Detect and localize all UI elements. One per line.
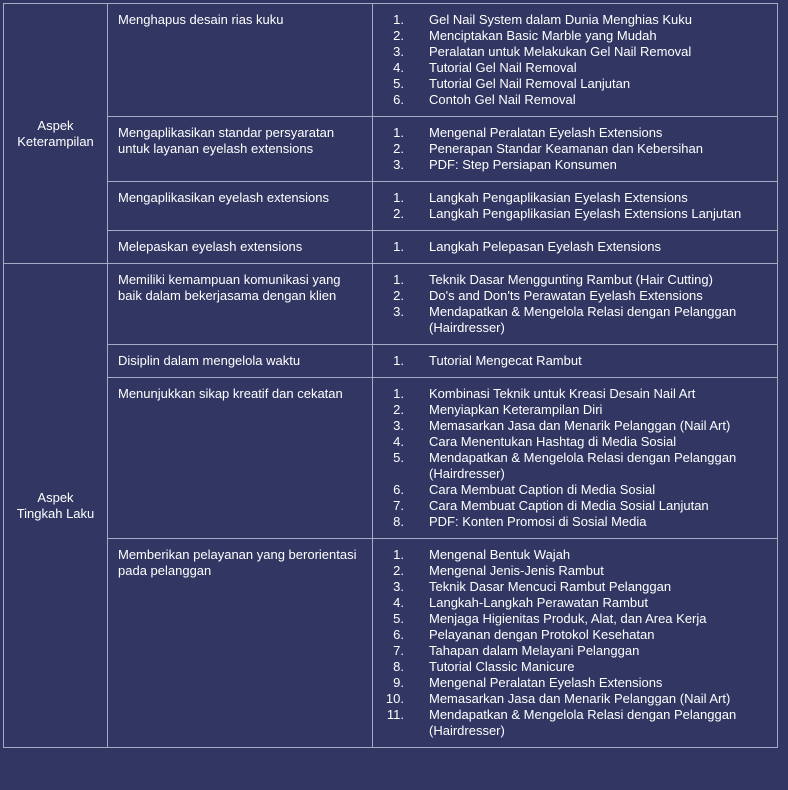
- list-item-number: 4.: [393, 434, 404, 449]
- list-item: [373, 76, 769, 92]
- list-item: [373, 141, 769, 157]
- material-title: Do's and Don'ts Perawatan Eyelash Extensions: [429, 288, 703, 303]
- material-title: Mendapatkan & Mengelola Relasi dengan Pelanggan (Hairdresser): [429, 304, 737, 335]
- list-item-number: 2.: [393, 563, 404, 578]
- materials-cell: [373, 231, 778, 264]
- table-row: [4, 231, 778, 264]
- table-row: [4, 345, 778, 378]
- list-item-number: 1.: [393, 353, 404, 368]
- materials-list: [373, 12, 769, 108]
- list-item: [373, 288, 769, 304]
- material-title: Tutorial Gel Nail Removal: [429, 60, 577, 75]
- list-item-number: 8.: [393, 659, 404, 674]
- material-title: Langkah-Langkah Perawatan Rambut: [429, 595, 648, 610]
- list-item: [373, 595, 769, 611]
- list-item: [373, 60, 769, 76]
- competency-cell: [108, 539, 373, 748]
- materials-list: [373, 272, 769, 336]
- aspect-label: Tingkah Laku: [16, 505, 95, 521]
- list-item: [373, 547, 769, 563]
- competency-cell: [108, 345, 373, 378]
- list-item: [373, 28, 769, 44]
- materials-cell: [373, 378, 778, 539]
- competency-cell: [108, 182, 373, 231]
- list-item-number: 1.: [393, 12, 404, 27]
- competency-text: Menghapus desain rias kuku: [118, 12, 284, 27]
- table-row: [4, 117, 778, 182]
- materials-list: [373, 353, 769, 369]
- list-item-number: 1.: [393, 272, 404, 287]
- list-item: [373, 157, 769, 173]
- curriculum-table-body: [4, 4, 778, 748]
- list-item-number: 10.: [385, 691, 404, 706]
- aspect-label: Aspek: [37, 117, 74, 133]
- list-item-number: 1.: [393, 190, 404, 205]
- aspect-cell: [4, 4, 108, 264]
- competency-text: Memberikan pelayanan yang berorientasi pada pelanggan: [118, 547, 357, 578]
- list-item-number: 3.: [393, 157, 404, 172]
- list-item-number: 1.: [393, 547, 404, 562]
- list-item-number: 11.: [386, 707, 404, 722]
- list-item: [373, 386, 769, 402]
- list-item-number: 6.: [393, 482, 404, 497]
- list-item: [373, 482, 769, 498]
- materials-cell: [373, 539, 778, 748]
- list-item: [373, 92, 769, 108]
- list-item-number: 4.: [393, 60, 404, 75]
- material-title: Mengenal Jenis-Jenis Rambut: [429, 563, 604, 578]
- competency-text: Mengaplikasikan eyelash extensions: [118, 190, 330, 205]
- list-item-number: 5.: [393, 76, 404, 91]
- list-item: [373, 659, 769, 675]
- competency-text: Melepaskan eyelash extensions: [118, 239, 303, 254]
- materials-list: [373, 239, 769, 255]
- list-item: [373, 402, 769, 418]
- material-title: Memasarkan Jasa dan Menarik Pelanggan (Nail Art): [429, 691, 731, 706]
- list-item: [373, 44, 769, 60]
- material-title: Tutorial Classic Manicure: [429, 659, 575, 674]
- competency-text: Menunjukkan sikap kreatif dan cekatan: [118, 386, 343, 401]
- material-title: Kombinasi Teknik untuk Kreasi Desain Nail Art: [429, 386, 696, 401]
- materials-list: [373, 386, 769, 530]
- aspect-label: Keterampilan: [17, 133, 94, 149]
- list-item-number: 3.: [393, 44, 404, 59]
- list-item: [373, 691, 769, 707]
- material-title: Tutorial Gel Nail Removal Lanjutan: [429, 76, 631, 91]
- material-title: Mengenal Bentuk Wajah: [429, 547, 571, 562]
- list-item-number: 3.: [393, 418, 404, 433]
- materials-cell: [373, 4, 778, 117]
- list-item-number: 6.: [393, 627, 404, 642]
- list-item: [373, 434, 769, 450]
- materials-list: [373, 547, 769, 739]
- competency-cell: [108, 264, 373, 345]
- table-row: [4, 378, 778, 539]
- list-item-number: 5.: [393, 450, 404, 465]
- list-item-number: 7.: [393, 643, 404, 658]
- list-item-number: 3.: [393, 579, 404, 594]
- list-item-number: 7.: [393, 498, 404, 513]
- competency-cell: [108, 231, 373, 264]
- material-title: Tutorial Mengecat Rambut: [429, 353, 582, 368]
- aspect-label: Aspek: [37, 489, 74, 505]
- list-item-number: 2.: [393, 28, 404, 43]
- list-item-number: 8.: [393, 514, 404, 529]
- list-item-number: 2.: [393, 206, 404, 221]
- competency-cell: [108, 378, 373, 539]
- material-title: Menjaga Higienitas Produk, Alat, dan Area Kerja: [429, 611, 707, 626]
- list-item-number: 4.: [393, 595, 404, 610]
- material-title: Menyiapkan Keterampilan Diri: [429, 402, 603, 417]
- material-title: PDF: Step Persiapan Konsumen: [429, 157, 617, 172]
- list-item: [373, 579, 769, 595]
- list-item: [373, 418, 769, 434]
- material-title: Cara Menentukan Hashtag di Media Sosial: [429, 434, 677, 449]
- list-item-number: 2.: [393, 402, 404, 417]
- list-item: [373, 498, 769, 514]
- table-row: [4, 539, 778, 748]
- list-item: [373, 190, 769, 206]
- material-title: Tahapan dalam Melayani Pelanggan: [429, 643, 640, 658]
- material-title: Menciptakan Basic Marble yang Mudah: [429, 28, 657, 43]
- list-item: [373, 514, 769, 530]
- list-item-number: 1.: [393, 386, 404, 401]
- material-title: Cara Membuat Caption di Media Sosial: [429, 482, 656, 497]
- material-title: Penerapan Standar Keamanan dan Kebersihan: [429, 141, 703, 156]
- material-title: Mendapatkan & Mengelola Relasi dengan Pelanggan (Hairdresser): [429, 707, 737, 738]
- list-item-number: 1.: [393, 239, 404, 254]
- material-title: Memasarkan Jasa dan Menarik Pelanggan (Nail Art): [429, 418, 731, 433]
- list-item-number: 6.: [393, 92, 404, 107]
- material-title: Pelayanan dengan Protokol Kesehatan: [429, 627, 655, 642]
- table-row: [4, 4, 778, 117]
- materials-cell: [373, 264, 778, 345]
- materials-cell: [373, 182, 778, 231]
- list-item-number: 3.: [393, 304, 404, 319]
- curriculum-table: [3, 3, 778, 748]
- material-title: Peralatan untuk Melakukan Gel Nail Removal: [429, 44, 692, 59]
- list-item: [373, 239, 769, 255]
- material-title: Mengenal Peralatan Eyelash Extensions: [429, 125, 663, 140]
- list-item: [373, 450, 769, 482]
- competency-cell: [108, 4, 373, 117]
- list-item-number: 2.: [393, 288, 404, 303]
- material-title: Mengenal Peralatan Eyelash Extensions: [429, 675, 663, 690]
- materials-cell: [373, 117, 778, 182]
- list-item-number: 9.: [393, 675, 404, 690]
- list-item: [373, 12, 769, 28]
- materials-list: [373, 190, 769, 222]
- list-item: [373, 206, 769, 222]
- material-title: Langkah Pelepasan Eyelash Extensions: [429, 239, 661, 254]
- material-title: Mendapatkan & Mengelola Relasi dengan Pelanggan (Hairdresser): [429, 450, 737, 481]
- list-item: [373, 675, 769, 691]
- material-title: Langkah Pengaplikasian Eyelash Extensions: [429, 190, 688, 205]
- competency-cell: [108, 117, 373, 182]
- competency-text: Memiliki kemampuan komunikasi yang baik dalam bekerjasama dengan klien: [118, 272, 341, 303]
- materials-list: [373, 125, 769, 173]
- competency-text: Disiplin dalam mengelola waktu: [118, 353, 301, 368]
- list-item: [373, 563, 769, 579]
- material-title: Gel Nail System dalam Dunia Menghias Kuku: [429, 12, 693, 27]
- material-title: PDF: Konten Promosi di Sosial Media: [429, 514, 647, 529]
- competency-text: Mengaplikasikan standar persyaratan untuk layanan eyelash extensions: [118, 125, 335, 156]
- list-item: [373, 272, 769, 288]
- list-item: [373, 353, 769, 369]
- materials-cell: [373, 345, 778, 378]
- list-item: [373, 304, 769, 336]
- table-row: [4, 264, 778, 345]
- material-title: Cara Membuat Caption di Media Sosial Lanjutan: [429, 498, 709, 513]
- list-item-number: 2.: [393, 141, 404, 156]
- list-item: [373, 643, 769, 659]
- material-title: Langkah Pengaplikasian Eyelash Extensions Lanjutan: [429, 206, 742, 221]
- list-item: [373, 707, 769, 739]
- material-title: Teknik Dasar Menggunting Rambut (Hair Cutting): [429, 272, 713, 287]
- table-row: [4, 182, 778, 231]
- list-item: [373, 125, 769, 141]
- list-item: [373, 627, 769, 643]
- aspect-cell: [4, 264, 108, 748]
- list-item-number: 5.: [393, 611, 404, 626]
- material-title: Teknik Dasar Mencuci Rambut Pelanggan: [429, 579, 672, 594]
- material-title: Contoh Gel Nail Removal: [429, 92, 576, 107]
- list-item: [373, 611, 769, 627]
- list-item-number: 1.: [393, 125, 404, 140]
